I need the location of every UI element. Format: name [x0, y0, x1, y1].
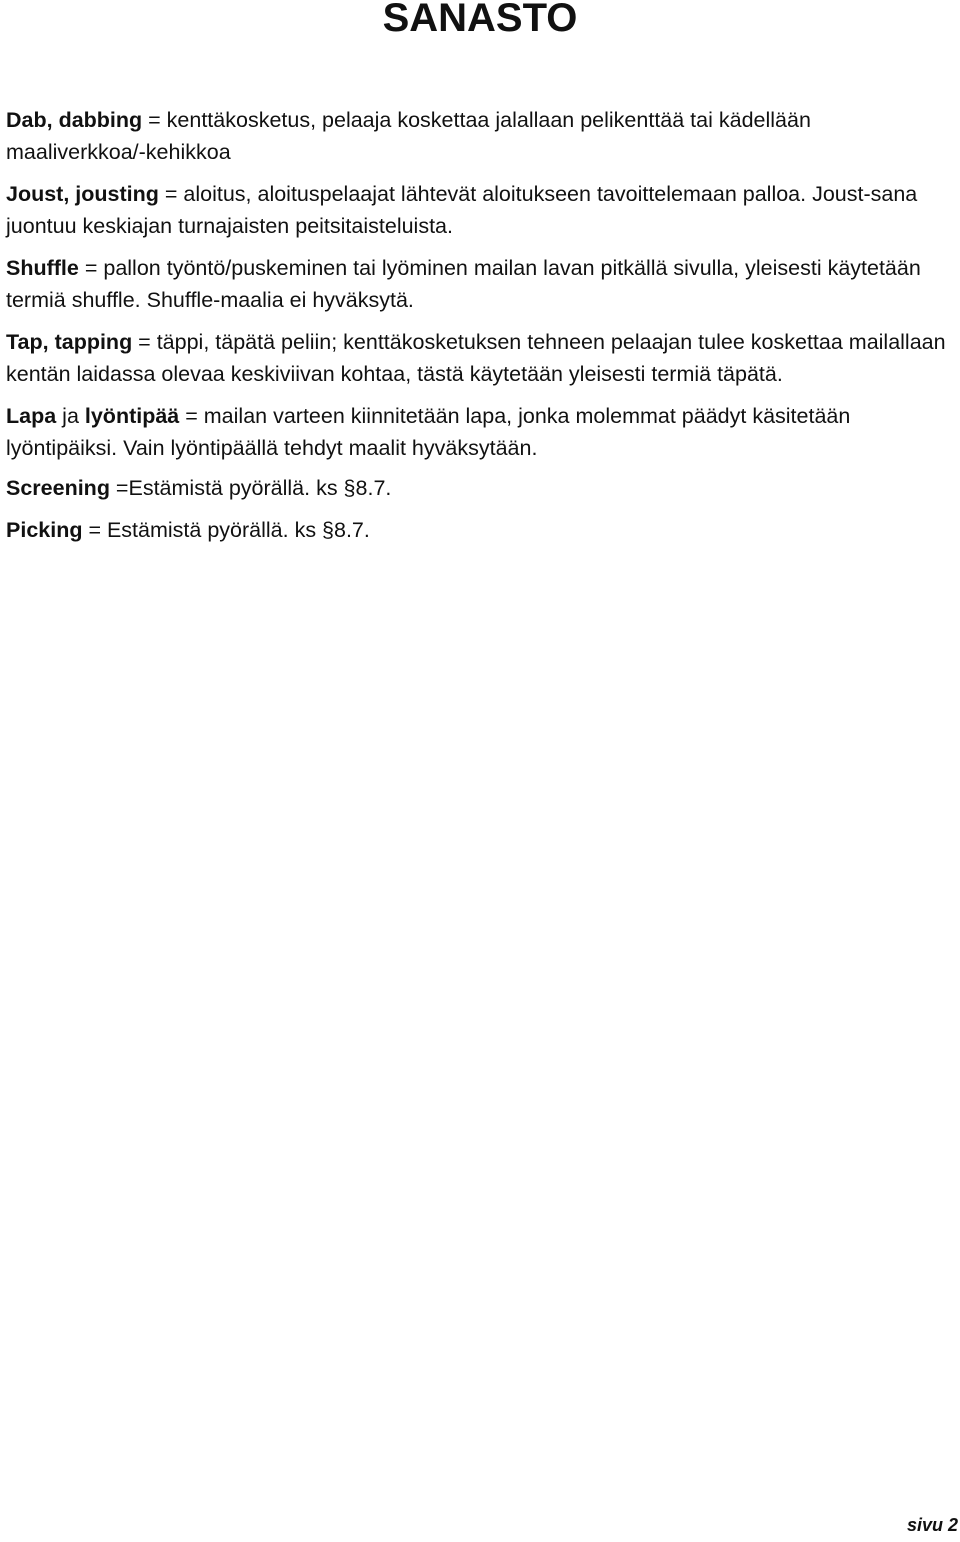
page-number: sivu 2: [906, 1515, 958, 1535]
glossary-entry-joust: [6, 178, 946, 242]
glossary-entry-lapa: [6, 400, 946, 464]
page-title: SANASTO: [382, 0, 578, 40]
glossary-definition: =Estämistä pyörällä. ks §8.7.: [109, 476, 392, 500]
glossary-term: Tap, tapping: [6, 330, 133, 354]
glossary-definition: = kenttäkosketus, pelaaja koskettaa jalallaan pelikenttää tai kädellään maaliverkkoa/-kehikkoa: [6, 108, 811, 164]
glossary-term: Lapa: [6, 404, 57, 428]
glossary-term: Joust, jousting: [6, 182, 159, 206]
glossary-entry-tap: [6, 326, 946, 390]
glossary-connector: ja: [56, 404, 85, 428]
glossary-definition: = mailan varteen kiinnitetään lapa, jonka molemmat päädyt käsitetään lyöntipäiksi. Vain lyöntipäällä tehdyt maalit hyväksytään.: [6, 404, 851, 460]
glossary-definition: = aloitus, aloituspelaajat lähtevät aloitukseen tavoittelemaan palloa. Joust-sana juontuu keskiajan turnajaisten peitsitaisteluista.: [6, 182, 918, 238]
glossary-term: lyöntipää: [84, 404, 180, 428]
glossary-term: Dab, dabbing: [6, 108, 143, 132]
glossary-entry-picking: [6, 514, 946, 546]
glossary-entry-screening: [6, 472, 946, 504]
glossary-term: Picking: [6, 518, 83, 542]
glossary-definition: = Estämistä pyörällä. ks §8.7.: [82, 518, 370, 542]
glossary-list: [6, 104, 946, 556]
glossary-term: Shuffle: [6, 256, 79, 280]
glossary-definition: = täppi, täpätä peliin; kenttäkosketuksen tehneen pelaajan tulee koskettaa mailallaan kentän laidassa olevaa keskiviivan kohtaa, tästä käytetään yleisesti termiä täpätä.: [6, 330, 946, 386]
glossary-definition: = pallon työntö/puskeminen tai lyöminen mailan lavan pitkällä sivulla, yleisesti käytetään termiä shuffle. Shuffle-maalia ei hyväksytä.: [6, 256, 921, 312]
glossary-entry-shuffle: [6, 252, 946, 316]
glossary-entry-dab: [6, 104, 946, 168]
glossary-term: Screening: [6, 476, 110, 500]
